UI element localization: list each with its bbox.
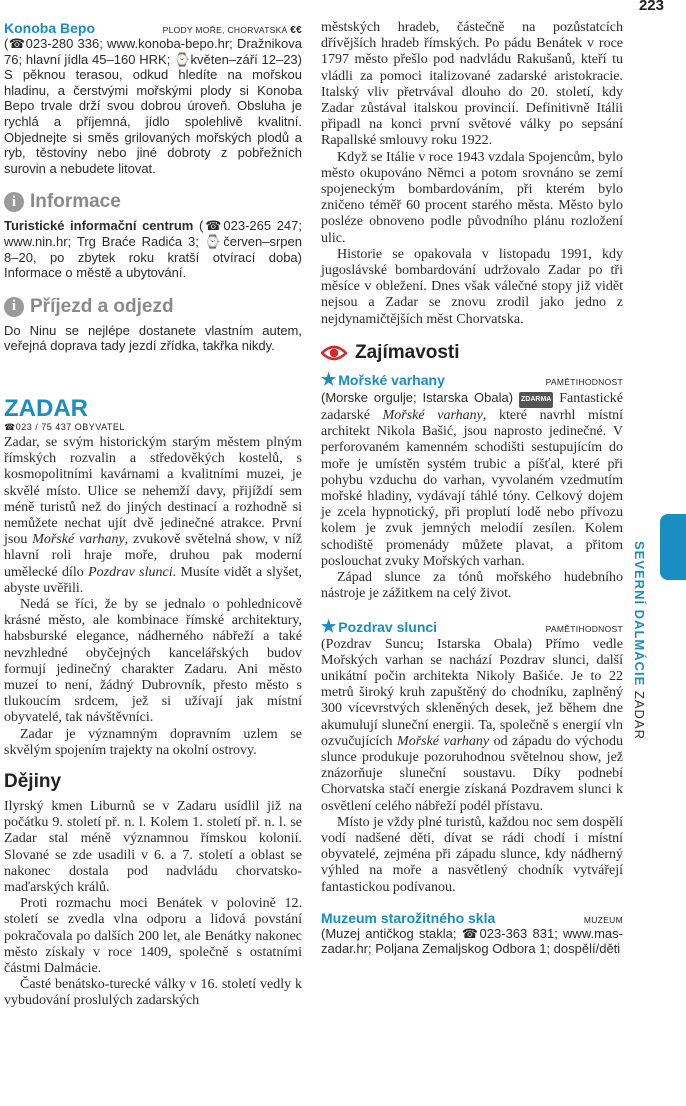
arrival-title: Příjezd a odjezd (30, 295, 174, 317)
konoba-header (4, 20, 302, 36)
history-paragraph-3: Časté benátsko-turecké války v 16. století vedly k vybudování proslulých zadarských (4, 977, 302, 1009)
section-tab (660, 514, 686, 580)
muzeum-name: Muzeum starožitného skla (321, 909, 496, 926)
varhany-text: (Morske orgulje; Istarska Obala) ZDARMA Fantastické zadarské Mořské varhany, které navrhl místní architekt Nikola Bašić, jsou naprosto jedinečné. V perforovaném kamenném schodišti sestupujícím do moře je umístěn systém trubic a píšťal, které při pohybu vzduchu do varhan, vyvolaném vzedmutím mořské hladiny, vydávají táhlé tóny. Celkový dojem je zcela hypnotický, při proplutí lodě nebo přívozu kolem je zvuk jemných melodií zesílen. Kolem schodiště promenády můžete plavat, a přitom poslouchat zvuky Mořských varhan. (321, 389, 624, 569)
pozdrav-header (321, 617, 623, 637)
free-badge: ZDARMA (519, 392, 553, 408)
info-icon: i (4, 297, 24, 317)
muzeum-text: (Muzej antičkog stakla; ☎023-363 831; www.mas-zadar.hr; Poljana Zemaljskog Odbora 1; dospělí/děti (321, 925, 623, 957)
history-continued-2: Když se Itálie v roce 1943 vzdala Spojencům, bylo město okupováno Němci a potom srovnáno se zemí spojeneckým bombardováním, při kterém bylo zničeno téměř 60 procent starého města. Město bylo posléze obnoveno podle původního plánu rozložení ulic. (321, 149, 623, 246)
city-population: ☎023 / 75 437 OBYVATEL (4, 421, 125, 432)
sights-title: Zajímavosti (355, 341, 460, 363)
pozdrav-name: ★ Pozdrav slunci (321, 616, 438, 636)
arrival-section-head (4, 296, 302, 318)
konoba-name: Konoba Bepo (4, 20, 95, 36)
history-paragraph-2: Proti rozmachu moci Benátek v polovině 12. století se zvedla vlna odporu a lidová povstání pokračovala po dalších 200 let, ale Benátky nakonec město získaly v roce 1409, společně s ostatními částmi Dalmácie. (4, 896, 302, 976)
history-paragraph-1: Ilyrský kmen Liburnů se v Zadaru usídlil již na počátku 9. století př. n. l. Kolem 1. století př. n. l. se Zadar stal méně významnou římskou kolonií. Slované se zde usadili v 6. a 7. století a oblast se nakonec dostala pod nadvládu chorvatsko-maďarských králů. (4, 798, 302, 895)
pozdrav-type: PAMĚTIHODNOST (545, 623, 623, 634)
intro-paragraph: Zadar, se svým historickým starým městem plným římských rozvalin a středověkých kostelů, s kosmopolitními kavárnami a kvalitními muzei, je skvělé místo. Ulice se nehemží davy, přijíždí sem méně turistů než do jiných destinací a rozhodně si nemůžete nechat ujít dvě jedinečné atrakce. První jsou Mořské varhany, zvukově světelná show, v níž hlavní roli hraje moře, druhou pak moderní umělecké dílo Pozdrav slunci. Musíte vidět a slyšet, abyste uvěřili. (4, 434, 302, 596)
varhany-header (321, 370, 623, 390)
left-column (4, 20, 302, 1010)
info-section-head (4, 191, 302, 213)
page-number: 223 (638, 0, 664, 14)
paragraph-3: Zadar je významným dopravním uzlem se skvělým spojením trajekty na okolní ostrovy. (4, 726, 302, 758)
info-text: Turistické informační centrum (☎023-265 247; www.nin.hr; Trg Braće Radića 3; ⌚červen–srpen 8–20, po zbytek roku kratší otvírací doba) Informace o městě a ubytování. (4, 218, 302, 281)
right-column (321, 20, 623, 957)
muzeum-header (321, 910, 623, 926)
paragraph-2: Nedá se říci, že by se jednalo o pohlednicově krásné město, ale kombinace římské architektury, habsburské elegance, nádherného nábřeží a také nevzhledné obyčejných kancelářských budov formují jedinečný charakter Zadaru. Ani město muzeí to není, žádný Dubrovník, přesto město s tlukoucím srdcem, jež si užívají jak místní obyvatelé, tak návštěvníci. (4, 596, 302, 726)
info-title: Informace (30, 191, 121, 213)
star-icon: ★ (321, 616, 337, 636)
price-badge: €€ (290, 25, 302, 36)
varhany-paragraph-2: Západ slunce za tónů mořského hudebního nástroje je zážitkem na celý život. (321, 570, 623, 602)
star-icon: ★ (321, 369, 337, 389)
sights-header (321, 342, 623, 364)
history-continued-3: Historie se opakovala v listopadu 1991, kdy jugoslávské bombardování udržovalo Zadar po tři měsíce v obležení. Dnes však válečné stopy již vidět nejsou a Zadar se znovu zrodil jako jedno z nejdynamičtějších měst Chorvatska. (321, 246, 623, 327)
history-continued-1: městských hradeb, částečně na pozůstatcích dřívějších hradeb římských. Po pádu Benátek v roce 1797 město přešlo pod nadvládu Rakušanů, kteří tu vládli za pomoci italizované zadarské aristokracie. Italský vliv přetrvával dlouho do 20. století, kdy Zadar zůstával italskou provincií. Definitivně Itálii připadl na konci první světové války po sepsání Rapallské smlouvy roku 1922. (321, 20, 623, 149)
history-title: Dějiny (4, 770, 62, 792)
info-icon: i (4, 192, 24, 212)
pozdrav-paragraph-2: Místo je vždy plné turistů, každou noc sem dospělí vodí nadšené děti, dívat se rádi chodí i místní obyvatelé, zejména při západu slunce, kdy nádherný výhled na moře a nasvětlený chodník vytvářejí fantastickou podívanou. (321, 814, 623, 895)
muzeum-type: MUZEUM (583, 914, 623, 925)
running-header: SEVERNÍ DALMÁCIE ZADAR (632, 541, 647, 740)
eye-icon (321, 343, 347, 363)
arrival-text: Do Ninu se nejlépe dostanete vlastním autem, veřejná doprava tady jezdí zřídka, takřka nikdy. (4, 322, 302, 354)
pozdrav-text: (Pozdrav Suncu; Istarska Obala) Přímo vedle Mořských varhan se nachází Pozdrav slunci, další unikátní počin architekta Nikoly Bašiće. Je to 22 metrů široký kruh zapuštěný do chodníku, zaplněný 300 vícevrstvých skleněných desek, jež během dne akumulují sluneční energii. Ta, společně s energií vln ozvučujících Mořské varhany od západu do východu slunce produkuje pozoruhodnou světelnou show, jež znázorňuje sluneční soustavu. Díky podnebí Chorvatska stačí energie získaná Pozdravem slunci k osvětlení celého nábřeží podél přístavu. (321, 636, 623, 814)
city-title: ZADAR (4, 394, 88, 422)
varhany-type: PAMĚTIHODNOST (545, 376, 623, 387)
konoba-type: PLODY MOŘE, CHORVATSKÁ €€ (162, 25, 302, 36)
konoba-text: (☎023-280 336; www.konoba-bepo.hr; Dražnikova 76; hlavní jídla 45–160 HRK; ⌚květen–září 12–23) S pěknou terasou, odkud hledíte na mořskou hladinu, a čerstvými mořskými plody si Konoba Bepo trvale drží svou dobrou úroveň. Obsluha je rychlá a příjemná, jídlo spolehlivě kvalitní. Objednejte si směs grilovaných mořských plodů a ryb, těstoviny nebo jiné dobroty z pobřežních surovin a nebudete litovat. (4, 36, 302, 176)
varhany-name: ★ Mořské varhany (321, 369, 445, 389)
